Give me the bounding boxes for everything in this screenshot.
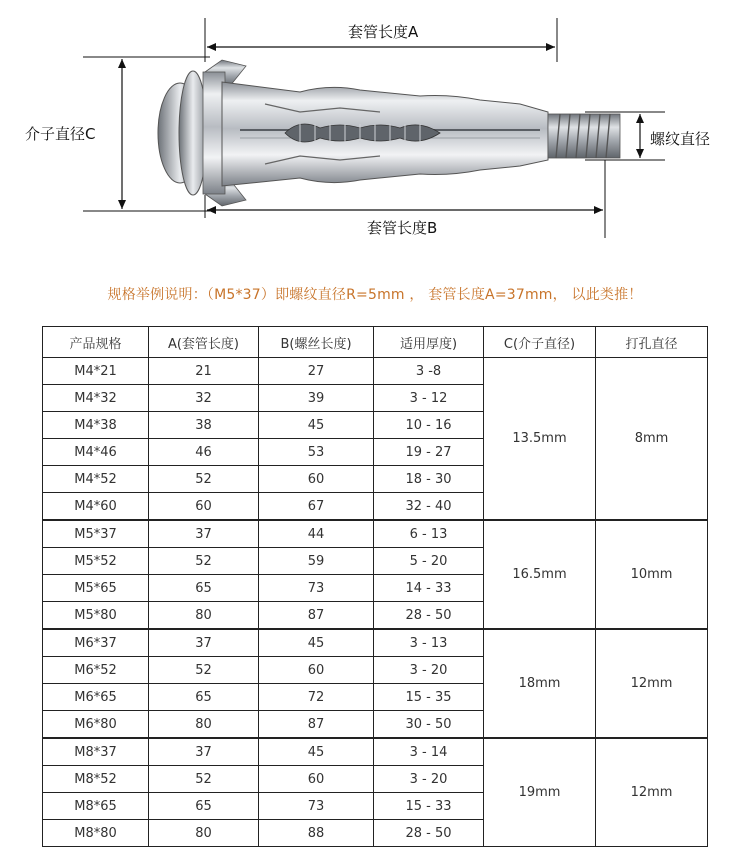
cell-spec: M4*21 xyxy=(43,358,149,385)
cell-a: 80 xyxy=(149,711,259,739)
cell-b: 73 xyxy=(259,793,374,820)
cell-b: 45 xyxy=(259,629,374,657)
header-a: A(套管长度) xyxy=(149,327,259,358)
cell-hole-diameter: 8mm xyxy=(596,358,708,521)
cell-a: 37 xyxy=(149,629,259,657)
cell-washer-diameter: 19mm xyxy=(484,738,596,847)
cell-a: 80 xyxy=(149,602,259,630)
cell-thickness: 15 - 35 xyxy=(374,684,484,711)
cell-a: 52 xyxy=(149,766,259,793)
cell-thickness: 28 - 50 xyxy=(374,602,484,630)
cell-spec: M5*37 xyxy=(43,520,149,548)
cell-hole-diameter: 12mm xyxy=(596,738,708,847)
cell-thickness: 3 - 20 xyxy=(374,766,484,793)
cell-thickness: 18 - 30 xyxy=(374,466,484,493)
cell-washer-diameter: 13.5mm xyxy=(484,358,596,521)
cell-b: 60 xyxy=(259,766,374,793)
table-row xyxy=(43,358,708,385)
cell-thickness: 14 - 33 xyxy=(374,575,484,602)
header-b: B(螺丝长度) xyxy=(259,327,374,358)
table-body xyxy=(43,358,708,847)
cell-thickness: 15 - 33 xyxy=(374,793,484,820)
cell-thickness: 3 - 13 xyxy=(374,629,484,657)
table-header-row xyxy=(43,327,708,358)
cell-spec: M5*65 xyxy=(43,575,149,602)
cell-thickness: 10 - 16 xyxy=(374,412,484,439)
cell-a: 65 xyxy=(149,575,259,602)
header-spec: 产品规格 xyxy=(43,327,149,358)
cell-b: 44 xyxy=(259,520,374,548)
cell-thickness: 30 - 50 xyxy=(374,711,484,739)
cell-b: 59 xyxy=(259,548,374,575)
cell-thickness: 28 - 50 xyxy=(374,820,484,847)
cell-thickness: 3 - 20 xyxy=(374,657,484,684)
table-row xyxy=(43,738,708,766)
cell-spec: M6*37 xyxy=(43,629,149,657)
cell-a: 38 xyxy=(149,412,259,439)
cell-thickness: 6 - 13 xyxy=(374,520,484,548)
cell-spec: M8*80 xyxy=(43,820,149,847)
cell-b: 72 xyxy=(259,684,374,711)
cell-b: 45 xyxy=(259,738,374,766)
cell-spec: M8*52 xyxy=(43,766,149,793)
cell-spec: M6*65 xyxy=(43,684,149,711)
cell-a: 52 xyxy=(149,548,259,575)
cell-spec: M8*37 xyxy=(43,738,149,766)
cell-spec: M4*52 xyxy=(43,466,149,493)
cell-spec: M4*60 xyxy=(43,493,149,521)
cell-a: 65 xyxy=(149,793,259,820)
cell-a: 37 xyxy=(149,738,259,766)
cell-thickness: 3 -8 xyxy=(374,358,484,385)
cell-b: 88 xyxy=(259,820,374,847)
label-thread-diameter: 螺纹直径 xyxy=(650,130,711,148)
cell-b: 67 xyxy=(259,493,374,521)
cell-spec: M6*80 xyxy=(43,711,149,739)
header-thickness: 适用厚度) xyxy=(374,327,484,358)
cell-b: 60 xyxy=(259,466,374,493)
table-row xyxy=(43,520,708,548)
cell-spec: M4*32 xyxy=(43,385,149,412)
cell-hole-diameter: 12mm xyxy=(596,629,708,738)
cell-hole-diameter: 10mm xyxy=(596,520,708,629)
cell-a: 21 xyxy=(149,358,259,385)
cell-b: 87 xyxy=(259,602,374,630)
header-hole: 打孔直径 xyxy=(596,327,708,358)
cell-spec: M6*52 xyxy=(43,657,149,684)
cell-b: 27 xyxy=(259,358,374,385)
cell-thickness: 3 - 12 xyxy=(374,385,484,412)
cell-thickness: 5 - 20 xyxy=(374,548,484,575)
cell-washer-diameter: 18mm xyxy=(484,629,596,738)
label-washer-diameter-c: 介子直径C xyxy=(25,125,96,143)
cell-a: 52 xyxy=(149,657,259,684)
cell-thickness: 32 - 40 xyxy=(374,493,484,521)
cell-a: 80 xyxy=(149,820,259,847)
cell-a: 60 xyxy=(149,493,259,521)
cell-a: 52 xyxy=(149,466,259,493)
cell-b: 60 xyxy=(259,657,374,684)
cell-washer-diameter: 16.5mm xyxy=(484,520,596,629)
cell-spec: M5*80 xyxy=(43,602,149,630)
cell-b: 53 xyxy=(259,439,374,466)
cell-a: 37 xyxy=(149,520,259,548)
cell-a: 65 xyxy=(149,684,259,711)
cell-b: 87 xyxy=(259,711,374,739)
cell-b: 39 xyxy=(259,385,374,412)
label-sleeve-length-b: 套管长度B xyxy=(367,219,438,237)
cell-a: 32 xyxy=(149,385,259,412)
spec-table xyxy=(42,326,708,847)
label-sleeve-length-a: 套管长度A xyxy=(348,23,419,41)
cell-thickness: 3 - 14 xyxy=(374,738,484,766)
anchor-diagram xyxy=(0,0,750,245)
cell-spec: M4*46 xyxy=(43,439,149,466)
cell-b: 45 xyxy=(259,412,374,439)
cell-a: 46 xyxy=(149,439,259,466)
cell-thickness: 19 - 27 xyxy=(374,439,484,466)
cell-spec: M4*38 xyxy=(43,412,149,439)
table-row xyxy=(43,629,708,657)
header-c: C(介子直径) xyxy=(484,327,596,358)
cell-b: 73 xyxy=(259,575,374,602)
cell-spec: M8*65 xyxy=(43,793,149,820)
spec-example-note: 规格举例说明：（M5*37）即螺纹直径R=5mm ， 套管长度A=37mm， 以此类推！ xyxy=(107,287,643,303)
cell-spec: M5*52 xyxy=(43,548,149,575)
